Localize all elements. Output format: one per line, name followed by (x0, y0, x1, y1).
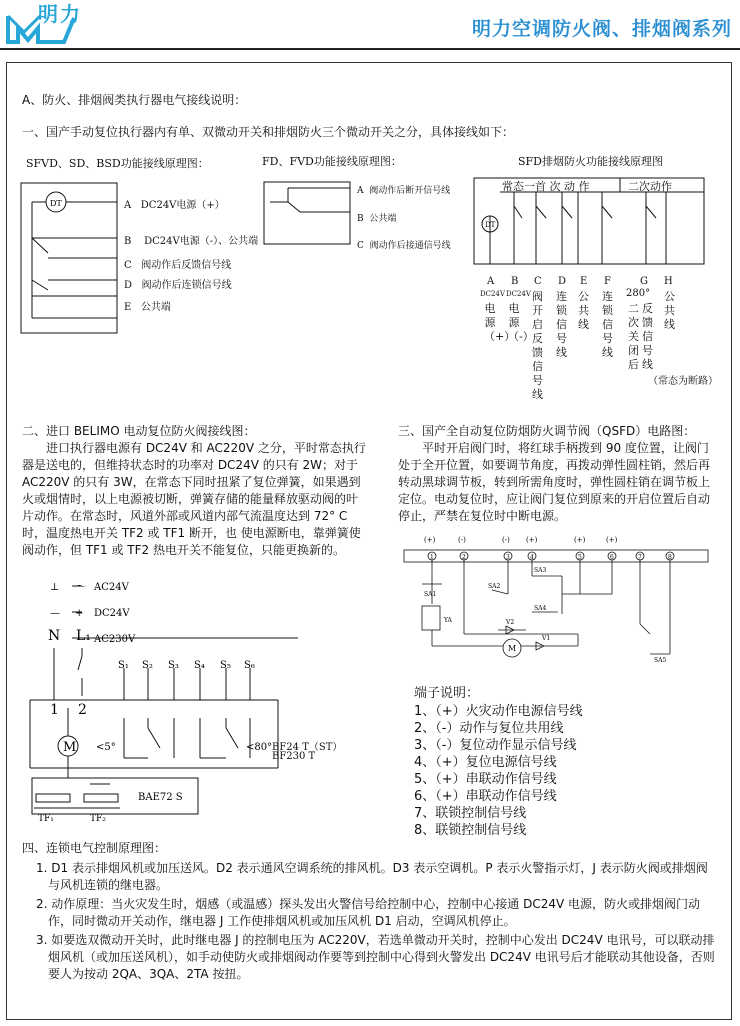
qsfd-sa4: SA4 (534, 605, 547, 612)
belimo-dc24: DC24V (94, 608, 130, 619)
belimo-wiring (20, 578, 320, 823)
diagram3-title: SFD排烟防火功能接线原理图 (518, 155, 663, 168)
terminal-desc-4: 4、（+）复位电源信号线 (414, 755, 557, 770)
d2-term-a: A 阀动作后断开信号线 (357, 186, 451, 196)
qsfd-motor: M (508, 644, 517, 653)
diagram1-dt-label: DT (50, 199, 62, 208)
d3-letter-e: E (580, 276, 588, 287)
belimo-tf1: TF₁ (38, 814, 54, 823)
qsfd-sa2: SA2 (488, 583, 501, 590)
logo-text: 明力 (38, 2, 82, 26)
belimo-lt80: <80° (246, 742, 273, 753)
d2-term-b: B 公共端 (357, 214, 397, 224)
terminal-desc-3: 3、（-）复位动作显示信号线 (414, 738, 577, 753)
d3-col-b-text: 电源（-） (508, 302, 534, 343)
terminal-desc-1: 1、（+）火灾动作电源信号线 (414, 704, 583, 719)
diagram2-wiring (260, 178, 352, 250)
qsfd-term-6: 6 (610, 554, 614, 561)
belimo-ac-symbol: ～ (76, 582, 86, 593)
terminal-desc-6: 6、（+）串联动作信号线 (414, 789, 557, 804)
terminal-desc-2: 2、（-）动作与复位共用线 (414, 721, 564, 736)
d3-col-b-top: DC24V (506, 290, 531, 298)
part1-title: 一、国产手动复位执行器内有单、双微动开关和排烟防火三个微动开关之分，具体接线如下： (22, 125, 515, 139)
qsfd-pol-3: (-) (502, 536, 510, 544)
belimo-s5: S₅ (220, 660, 231, 671)
section4-item-1: 1. D1 表示排烟风机或加压送风。D2 表示通风空调系统的排风机。D3 表示空调机。P 表示火警指示灯，J 表示防火阀或排烟阀与风机连锁的继电器。 (36, 861, 708, 892)
belimo-s6: S₆ (244, 660, 255, 671)
belimo-ground-symbol: ⊥ (50, 582, 60, 593)
belimo-s4: S₄ (194, 660, 205, 671)
belimo-s1: S₁ (118, 660, 129, 671)
section4-title: 四、连锁电气控制原理图： (22, 841, 167, 855)
qsfd-term-1: 1 (430, 554, 434, 561)
belimo-l1: L₁ (76, 628, 91, 644)
diagram2-title: FD、FVD功能接线原理图： (262, 155, 402, 168)
section2-body: 进口执行器电源有 DC24V 和 AC220V 之分，平时常态执行器是送电的，但维持状态时的功率对 DC24V 的只有 2W；对于 AC220V 的只有 3W，在常态下同时扭紧了复位弹簧，如果遇到火或烟情时，以上电源被切断，弹簧存储的能量释放驱动阀的叶片动作。在常态时，风道外部或风道内部气流温度达到 72° C 时，温度热电开关 TF2 或 TF1 断开，也 使电源断电，靠弹簧使阀动作，但 TF1 或 TF2 热电开关不能复位，只能更换新的。 (22, 441, 366, 557)
belimo-bae: BAE72 S (138, 792, 183, 803)
d3-letter-c: C (534, 276, 542, 287)
d3-letter-h: H (664, 276, 673, 287)
section-a-title: A、防火、排烟阀类执行器电气接线说明： (22, 93, 247, 107)
qsfd-circuit (402, 534, 712, 680)
qsfd-term-2: 2 (462, 554, 466, 561)
qsfd-term-4: 4 (530, 554, 534, 561)
belimo-ac24: AC24V (94, 582, 129, 593)
d3-letter-g: G (640, 276, 648, 287)
qsfd-sa5: SA5 (654, 657, 667, 664)
section4-item-2: 2. 动作原理：当火灾发生时，烟感（或温感）探头发出火警信号给控制中心，控制中心接通 DC24V 电源，防火或排烟阀门动作，同时微动开关动作，继电器 J 工作使排烟风机或加压风机 D1 启动，空调风机停止。 (36, 897, 700, 928)
qsfd-term-7: 7 (638, 554, 642, 561)
belimo-model1: BF24 T（ST） (272, 742, 343, 753)
d3-col-a-text: 电源（+） (484, 302, 516, 343)
d3-letter-d: D (558, 276, 567, 287)
qsfd-v1: V1 (542, 635, 551, 642)
qsfd-pol-4: (+) (526, 536, 538, 544)
d3-letter-b: B (511, 276, 519, 287)
d3-col-g-top: 280° (626, 288, 651, 299)
d3-col-g-text: 二次关闭后 (628, 302, 639, 371)
section3-body: 平时开启阀门时，将红球手柄拨到 90 度位置，让阀门处于全开位置，如要调节角度，再拨动弹性圆柱销，然后再转动黑球调节板，转到所需角度时，弹性圆柱销在调节板上定位。电动复位时，应让阀门复位到原来的开启位置后自动停止，严禁在复位时中断电源。 (398, 441, 711, 523)
section2-title: 二、进口 BELIMO 电动复位防火阀接线图： (22, 424, 256, 438)
d3-first-action: 常态一首 次 动 作 (502, 180, 590, 193)
qsfd-pol-2: (-) (458, 536, 466, 544)
d3-note: （常态为断路） (648, 376, 718, 387)
qsfd-sa1: SA1 (424, 591, 437, 598)
terminal-desc-7: 7、联锁控制信号线 (414, 806, 527, 821)
belimo-ac230: AC230V (94, 634, 136, 645)
belimo-tf2: TF₂ (90, 814, 106, 823)
section4-item-3: 3. 如要选双微动开关时，此时继电器 J 的控制电压为 AC220V，若选单微动开关时，控制中心发出 DC24V 电讯号，可以联动排烟风机（或加压送风机），如手动使防火或排烟阀动作要等到控制中心得到火警发出 DC24V 电讯号后才能联动其他设备，否则要人为按动 2QA、3QA、2TA 按扭。 (36, 933, 715, 981)
qsfd-pol-1: (+) (424, 536, 436, 544)
d1-term-c: C 阀动作后反馈信号线 (124, 260, 232, 271)
diagram1-title: SFVD、SD、BSD功能接线原理图： (26, 157, 209, 170)
d3-second-action: 二次动作 (628, 180, 672, 193)
qsfd-ya: YA (444, 617, 452, 624)
d1-term-d: D 阀动作后连锁信号线 (124, 280, 232, 291)
qsfd-pol-6: (+) (606, 536, 618, 544)
d1-term-e: E 公共端 (124, 302, 171, 313)
belimo-terminal-1: 1 (50, 702, 59, 718)
qsfd-term-3: 3 (506, 554, 510, 561)
qsfd-v2: V2 (506, 619, 515, 626)
terminal-desc-5: 5、（+）串联动作信号线 (414, 772, 557, 787)
terminal-desc-title: 端子说明： (414, 686, 480, 701)
belimo-lt5: <5° (96, 742, 116, 753)
belimo-motor: M (63, 740, 77, 755)
qsfd-sa3: SA3 (534, 567, 547, 574)
series-title: 明力空调防火阀、排烟阀系列 (471, 18, 732, 40)
d3-col-h-text: 公共线 (664, 290, 675, 331)
belimo-terminal-2: 2 (78, 702, 87, 718)
d3-col-c-text: 阀开启反馈信号线 (532, 290, 543, 401)
diagram3-dt-label: DT (485, 221, 496, 229)
qsfd-term-8: 8 (668, 554, 672, 561)
belimo-minus-symbol: — (50, 608, 60, 619)
d3-letter-a: A (487, 276, 495, 287)
section3-title: 三、国产全自动复位防烟防火调节阀（QSFD）电路图： (398, 424, 696, 438)
d3-col-g-extra: 反馈信号线 (642, 302, 653, 371)
header-divider (0, 48, 740, 50)
d2-term-c: C 阀动作后接通信号线 (357, 241, 451, 251)
belimo-dc-symbol: + (75, 608, 84, 619)
diagram1-wiring (18, 178, 120, 336)
d1-term-a: A DC24V电源（+） (124, 200, 225, 211)
d3-col-d-text: 连锁信号线 (556, 290, 567, 359)
d3-letter-f: F (604, 276, 611, 287)
d3-col-e-text: 公共线 (578, 290, 589, 331)
belimo-s3: S₃ (168, 660, 179, 671)
header (0, 0, 740, 50)
qsfd-term-5: 5 (578, 554, 582, 561)
d3-col-a-top: DC24V (480, 290, 505, 298)
d3-col-f-text: 连锁信号线 (602, 290, 613, 359)
belimo-s2: S₂ (142, 660, 153, 671)
qsfd-pol-5: (+) (574, 536, 586, 544)
terminal-desc-8: 8、联锁控制信号线 (414, 823, 527, 838)
d1-term-b: B DC24V电源（-）、公共端 (124, 236, 259, 247)
belimo-model2: BF230 T (272, 751, 316, 762)
belimo-n: N (48, 628, 61, 644)
